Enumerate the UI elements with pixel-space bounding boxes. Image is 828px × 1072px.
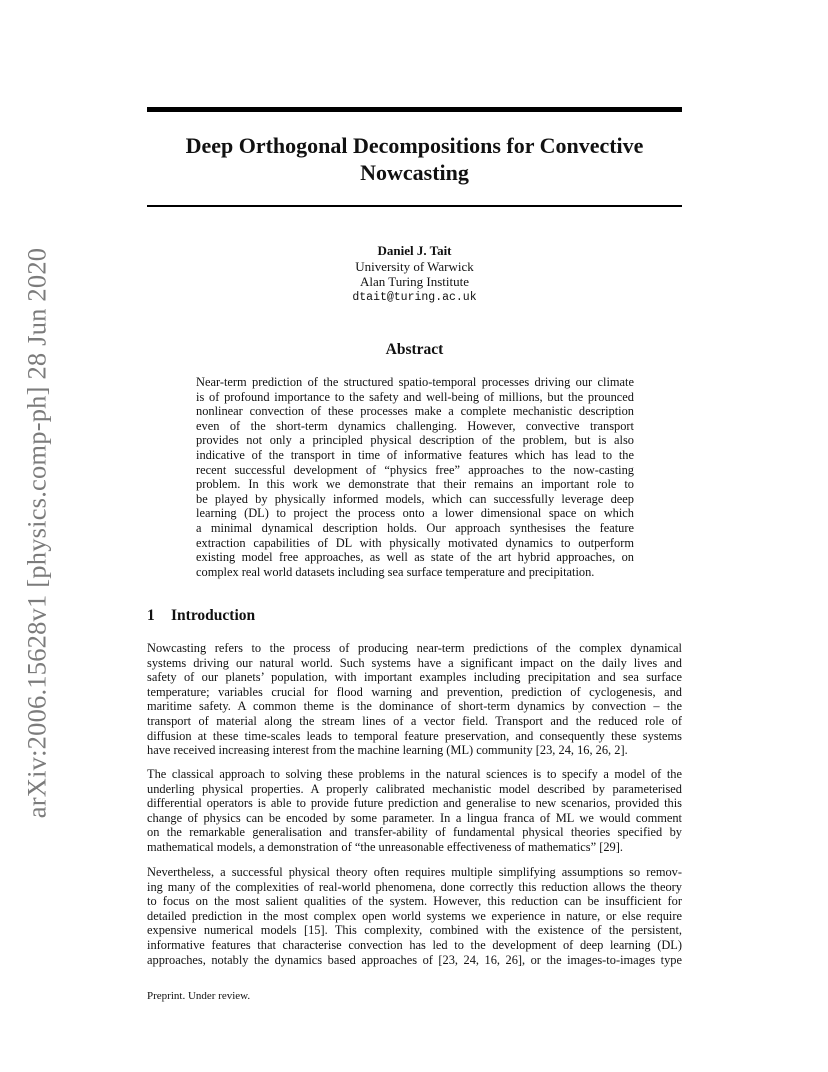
author-affiliation: University of Warwick bbox=[355, 258, 474, 274]
author-name: Daniel J. Tait bbox=[377, 243, 452, 258]
paragraph-line: on the remarkable generalisation and transfer-ability of fundamental physical theories specified by bbox=[147, 825, 682, 840]
paragraph-line: approaches, notably the dynamics based approaches of [23, 24, 16, 26], or the images-to-images type bbox=[147, 952, 682, 967]
intro-paragraph-2 bbox=[147, 767, 682, 855]
paragraph-line: Nevertheless, a successful physical theory often requires multiple simplifying assumptions so remov- bbox=[147, 865, 682, 879]
title-rule-top bbox=[147, 107, 682, 112]
abstract-line: provides not only a principled physical description of the problem, but is also bbox=[196, 433, 634, 448]
paragraph-line: underling physical properties. A properly calibrated mechanistic model described by parameterised bbox=[147, 781, 682, 796]
paragraph-line: to focus on the most salient qualities of the system. However, this reduction can be insufficient for bbox=[147, 894, 682, 909]
abstract-line: existing model free approaches, as well as state of the art hybrid approaches, on bbox=[196, 550, 634, 565]
abstract-line: is of profound importance to the safety and well-being of millions, but the prounced bbox=[196, 389, 634, 404]
paper-title bbox=[147, 132, 682, 186]
paragraph-line: maritime safety. A common theme is the dominance of short-term dynamics by convection – the bbox=[147, 699, 682, 714]
intro-paragraph-1 bbox=[147, 641, 682, 758]
abstract-line: nonlinear convection of these processes make a complete mechanistic description bbox=[196, 404, 634, 419]
paragraph-line: safety of our planets’ population, with important examples including precipitation and sea surface bbox=[147, 670, 682, 685]
section-heading-introduction bbox=[147, 607, 682, 625]
paragraph-line: informative features that characterise convection has led to the development of deep learning (DL) bbox=[147, 937, 682, 952]
abstract-line: complex real world datasets including sea surface temperature and precipitation. bbox=[196, 564, 595, 579]
paragraph-line: diffusion at these time-scales leads to temporal feature preservation, and consequently these systems bbox=[147, 728, 682, 743]
intro-paragraph-3 bbox=[147, 865, 682, 967]
section-title: Introduction bbox=[171, 607, 256, 624]
abstract-heading: Abstract bbox=[385, 341, 444, 358]
author-block bbox=[147, 243, 682, 305]
paragraph-line: transport of material along the stream lines of a vector field. Transport and the reduced role of bbox=[147, 713, 682, 728]
paragraph-line: differential operators is able to provide future prediction and generalise to new scenarios, provided this bbox=[147, 796, 682, 811]
abstract-line: a minimal dynamical description holds. Our approach synthesises the feature bbox=[196, 520, 634, 535]
paragraph-line: change of physics can be encoded by some parameter. In a lingua franca of ML we would comment bbox=[147, 810, 682, 825]
abstract-line: even of the short-term dynamics challenging. However, convective transport bbox=[196, 418, 634, 433]
paragraph-line: temperature; variables crucial for flood warning and prevention, prediction of cyclogenesis, and bbox=[147, 684, 682, 699]
paragraph-line: mathematical models, a demonstration of “the unreasonable effectiveness of mathematics” [29]. bbox=[147, 839, 623, 854]
paragraph-line: Nowcasting refers to the process of producing near-term predictions of the complex dynamical bbox=[147, 641, 682, 655]
abstract-body bbox=[196, 375, 634, 579]
title-line: Deep Orthogonal Decompositions for Convective bbox=[185, 133, 644, 158]
paragraph-line: systems driving our natural world. Such systems have a significant impact on the daily lives and bbox=[147, 655, 682, 670]
arxiv-stamp-text: arXiv:2006.15628v1 [physics.comp-ph] 28 Jun 2020 bbox=[21, 247, 52, 819]
paragraph-line: ing many of the complexities of real-world phenomena, done correctly this reduction allows the theory bbox=[147, 879, 682, 894]
paragraph-line: expensive numerical models [15]. This complexity, combined with the existence of the persistent, bbox=[147, 923, 682, 938]
arxiv-stamp bbox=[22, 238, 52, 828]
abstract-line: be played by physically informed models, which can successfully leverage deep bbox=[196, 491, 634, 506]
abstract-line: Near-term prediction of the structured spatio-temporal processes driving our climate bbox=[196, 375, 634, 389]
author-affiliation: Alan Turing Institute bbox=[359, 274, 470, 289]
title-line: Nowcasting bbox=[360, 160, 469, 185]
title-rule-bottom bbox=[147, 205, 682, 207]
abstract-line: recent successful development of “physics free” approaches to the now-casting bbox=[196, 462, 634, 477]
paragraph-line: detailed prediction in the most complex open world systems we experience in nature, or else require bbox=[147, 908, 682, 923]
abstract-line: learning (DL) to project the process onto a lower dimensional space on which bbox=[196, 506, 634, 521]
author-email[interactable]: dtait@turing.ac.uk bbox=[352, 290, 477, 304]
page-footer: Preprint. Under review. bbox=[147, 990, 251, 1002]
section-number: 1 bbox=[147, 607, 155, 624]
paragraph-line: have received increasing interest from the machine learning (ML) community [23, 24, 16, 26, 2]. bbox=[147, 743, 628, 758]
abstract-line: indicative of the transport in time of informative features which has lead to the bbox=[196, 447, 634, 462]
paragraph-line: The classical approach to solving these problems in the natural sciences is to specify a model of the bbox=[147, 767, 682, 781]
abstract-line: extraction capabilities of DL with physically motivated dynamics to outperform bbox=[196, 535, 634, 550]
abstract-line: problem. In this work we demonstrate that their remains an important role to bbox=[196, 477, 634, 492]
